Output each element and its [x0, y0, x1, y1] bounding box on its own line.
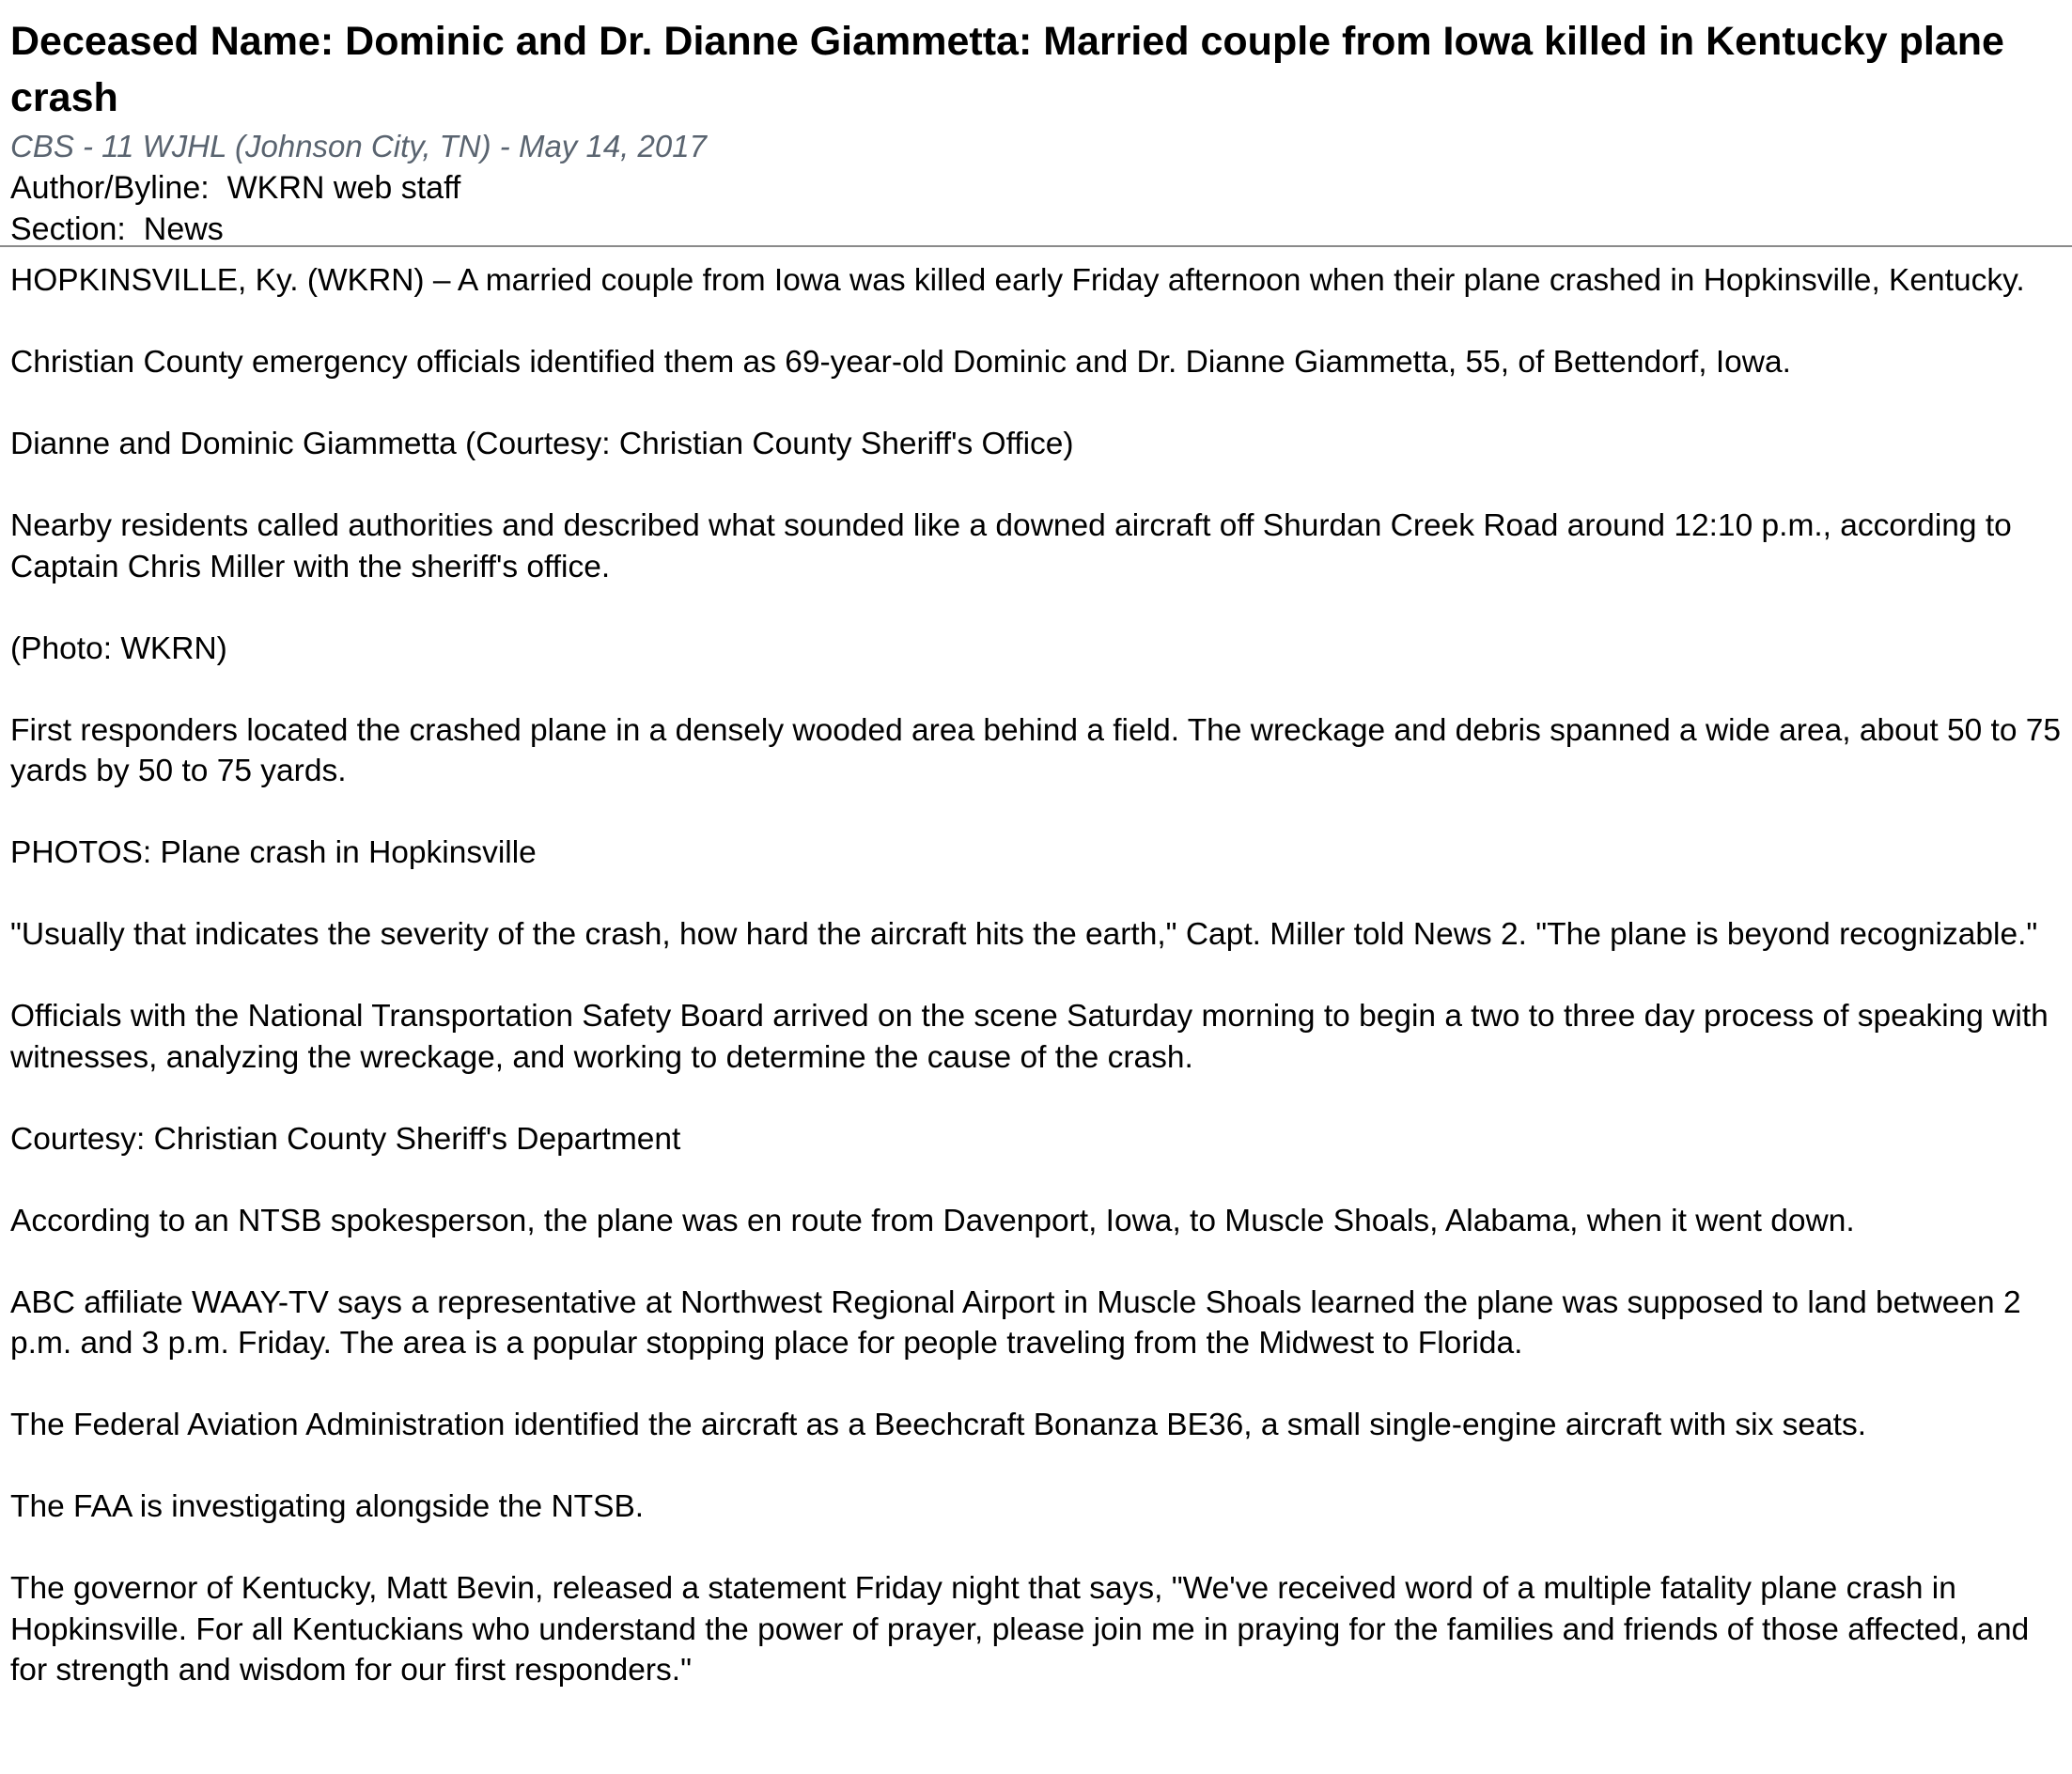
paragraph: "Usually that indicates the severity of the crash, how hard the aircraft hits the earth," Capt. Miller told News 2. "The plane is beyond recognizable." [10, 917, 2038, 952]
paragraph: The FAA is investigating alongside the NTSB. [10, 1489, 645, 1524]
paragraph: Christian County emergency officials identified them as 69-year-old Dominic and Dr. Dianne Giammetta, 55, of Bettendorf, Iowa. [10, 345, 1791, 380]
photo-caption: Dianne and Dominic Giammetta (Courtesy: Christian County Sheriff's Office) [10, 427, 1074, 461]
photo-caption: (Photo: WKRN) [10, 630, 227, 666]
author-value: WKRN web staff [226, 170, 461, 206]
paragraph: The Federal Aviation Administration identified the aircraft as a Beechcraft Bonanza BE36, a small single-engine aircraft with six seats. [10, 1408, 1867, 1442]
paragraph: Nearby residents called authorities and described what sounded like a downed aircraft off Shurdan Creek Road around 12:10 p.m., according to Captain Chris Miller with the sheriff's office. [10, 508, 2012, 584]
page-title: Deceased Name: Dominic and Dr. Dianne Giammetta: Married couple from Iowa killed in Kentucky plane crash [10, 19, 2004, 120]
paragraph: HOPKINSVILLE, Ky. (WKRN) – A married couple from Iowa was killed early Friday afternoon when their plane crashed in Hopkinsville, Kentucky. [10, 263, 2025, 298]
paragraph: PHOTOS: Plane crash in Hopkinsville [10, 835, 537, 870]
paragraph: First responders located the crashed plane in a densely wooded area behind a field. The wreckage and debris spanned a wide area, about 50 to 75 yards by 50 to 75 yards. [10, 712, 2062, 788]
paragraph: Officials with the National Transportation Safety Board arrived on the scene Saturday morning to begin a two to three day process of speaking with witnesses, analyzing the wreckage, and working to determine the cause of the crash. [10, 999, 2049, 1075]
section-line [10, 209, 2072, 250]
photo-caption: Courtesy: Christian County Sheriff's Department [10, 1121, 681, 1157]
source-line: CBS - 11 WJHL (Johnson City, TN) - May 14, 2017 [10, 129, 707, 163]
section-value: News [143, 211, 224, 247]
article-body [10, 260, 2068, 1691]
header-divider [0, 245, 2072, 247]
section-label: Section: [10, 211, 126, 247]
paragraph: According to an NTSB spokesperson, the plane was en route from Davenport, Iowa, to Muscle Shoals, Alabama, when it went down. [10, 1203, 1855, 1238]
paragraph: ABC affiliate WAAY-TV says a representative at Northwest Regional Airport in Muscle Shoals learned the plane was supposed to land between 2 p.m. and 3 p.m. Friday. The area is a popular stopping place for people traveling from the Midwest to Florida. [10, 1284, 2021, 1361]
author-label: Author/Byline: [10, 170, 210, 206]
author-byline [10, 167, 2072, 209]
paragraph: The governor of Kentucky, Matt Bevin, released a statement Friday night that says, "We've received word of a multiple fatality plane crash in Hopkinsville. For all Kentuckians who understand the power of prayer, please join me in praying for the families and friends of those affected, and for strength and wisdom for our first responders." [10, 1571, 2030, 1688]
